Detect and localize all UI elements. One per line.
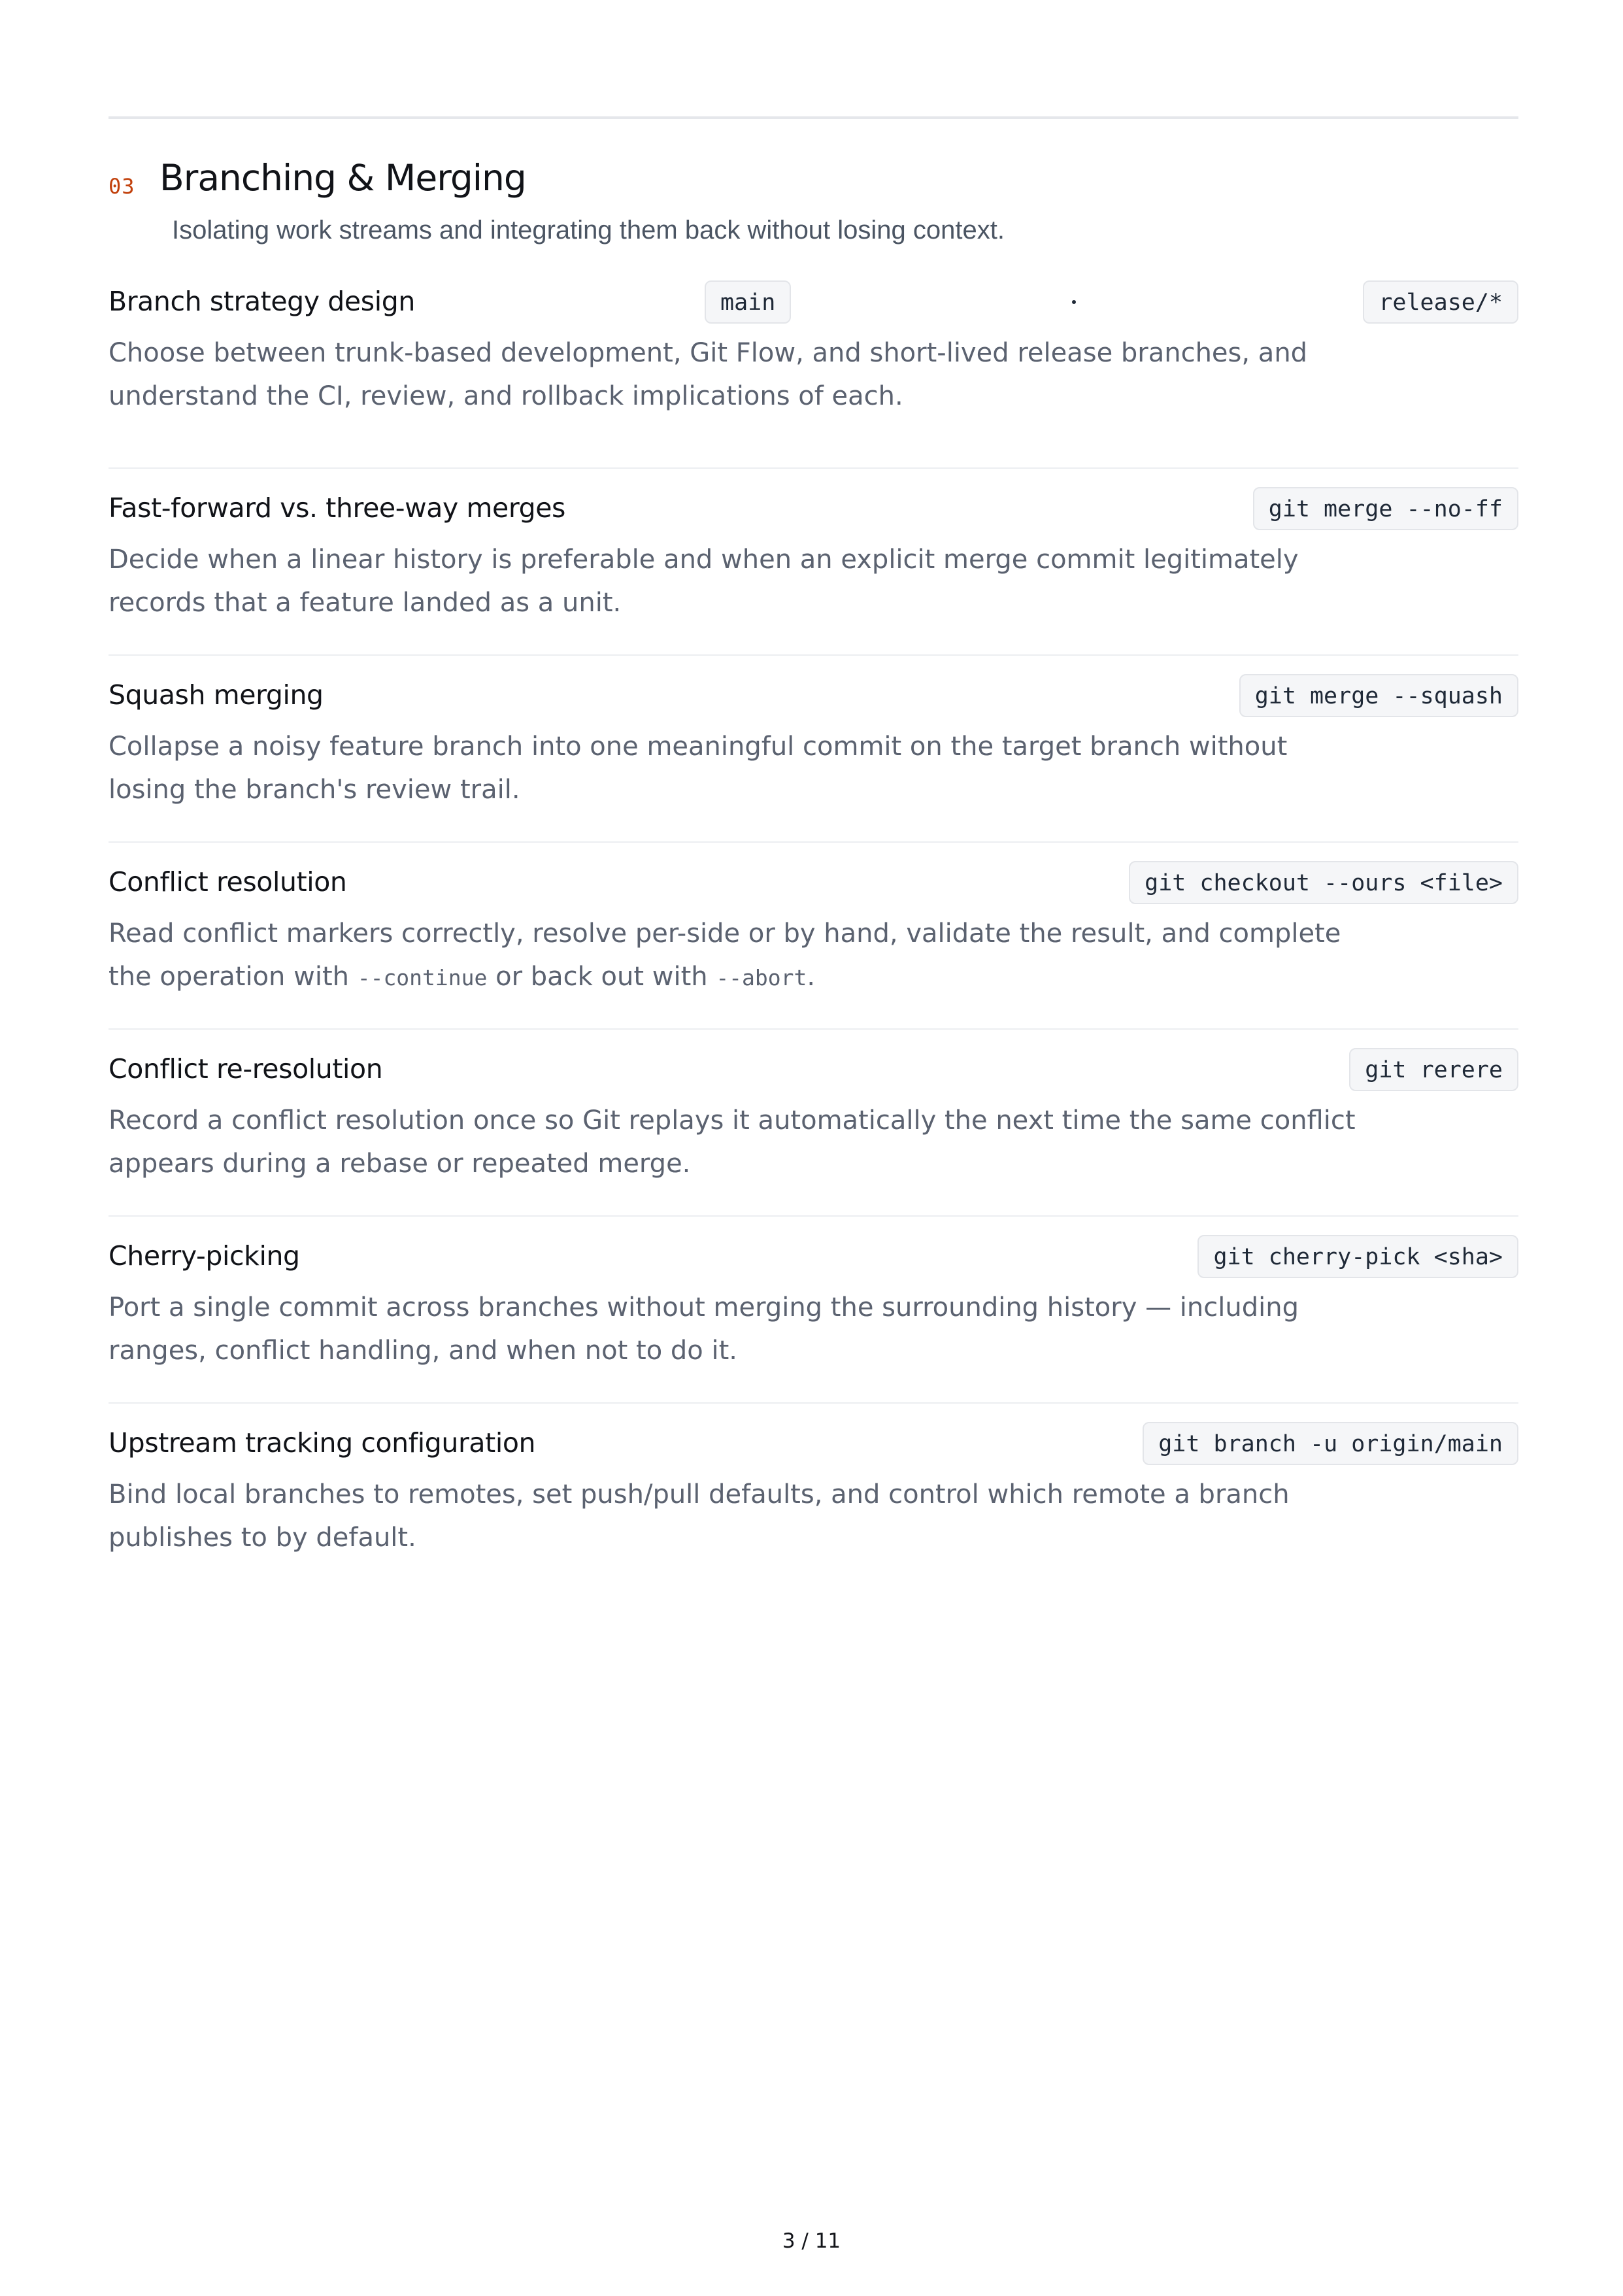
inline-code-abort: --abort [716,965,807,990]
topic-title: Conflict re-resolution [109,1053,383,1085]
topic-title: Cherry-picking [109,1240,300,1272]
topic-title: Branch strategy design [109,286,415,317]
dot-marker [1072,300,1076,304]
command-code-badge: git merge --no-ff [1253,487,1518,530]
topic-conflict-re-resolution [109,1028,1518,1215]
command-code-badge: git branch -u origin/main [1143,1422,1518,1465]
topic-branch-strategy [109,280,1518,467]
topic-description: Record a conflict resolution once so Git replays it automatically the next time the same conflict appears during a rebase or repeated merge. [109,1106,1356,1179]
section-title: Branching & Merging [159,157,526,199]
page-number: 3 / 11 [782,2229,841,2253]
topic-cherry-picking [109,1215,1518,1402]
command-code-badge: release/* [1363,280,1518,324]
topic-description: Collapse a noisy feature branch into one meaningful commit on the target branch without losing the branch's review trail. [109,732,1288,805]
topic-description: Bind local branches to remotes, set push/pull defaults, and control which remote a branch publishes to by default. [109,1479,1290,1553]
section-subtitle: Isolating work streams and integrating them back without losing context. [172,216,1005,245]
topic-fast-forward-merges [109,467,1518,654]
topic-title: Upstream tracking configuration [109,1427,536,1459]
command-code-badge: git merge --squash [1239,674,1518,717]
topic-description: Decide when a linear history is preferable and when an explicit merge commit legitimately records that a feature landed as a unit. [109,545,1299,618]
topic-description: Choose between trunk-based development, Git Flow, and short-lived release branches, and understand the CI, review, and rollback implications of each. [109,338,1308,411]
topic-upstream-tracking [109,1402,1518,1589]
command-code-badge: git checkout --ours <file> [1129,861,1518,904]
inline-code-continue: --continue [357,965,488,990]
topic-title: Squash merging [109,679,324,711]
command-code-badge: git cherry-pick <sha> [1197,1235,1518,1278]
section-header [109,153,1518,216]
top-divider [109,116,1518,119]
topic-list [109,280,1518,1589]
description-text: Read conflict markers correctly, resolve per-side or by hand, validate the result, and complete the operation with [109,919,1341,992]
topic-description: Port a single commit across branches without merging the surrounding history — including ranges, conflict handling, and when not to do it. [109,1292,1299,1366]
topic-squash-merging [109,654,1518,841]
topic-title: Conflict resolution [109,866,347,898]
description-text: or back out with [487,962,716,992]
branch-code-badge: main [705,280,791,324]
section-number: 03 [109,174,135,199]
topic-title: Fast-forward vs. three-way merges [109,492,566,524]
topic-description [109,912,1370,1000]
topic-conflict-resolution [109,841,1518,1028]
command-code-badge: git rerere [1349,1048,1518,1091]
page-content [109,116,1518,1589]
description-text: . [807,962,816,992]
